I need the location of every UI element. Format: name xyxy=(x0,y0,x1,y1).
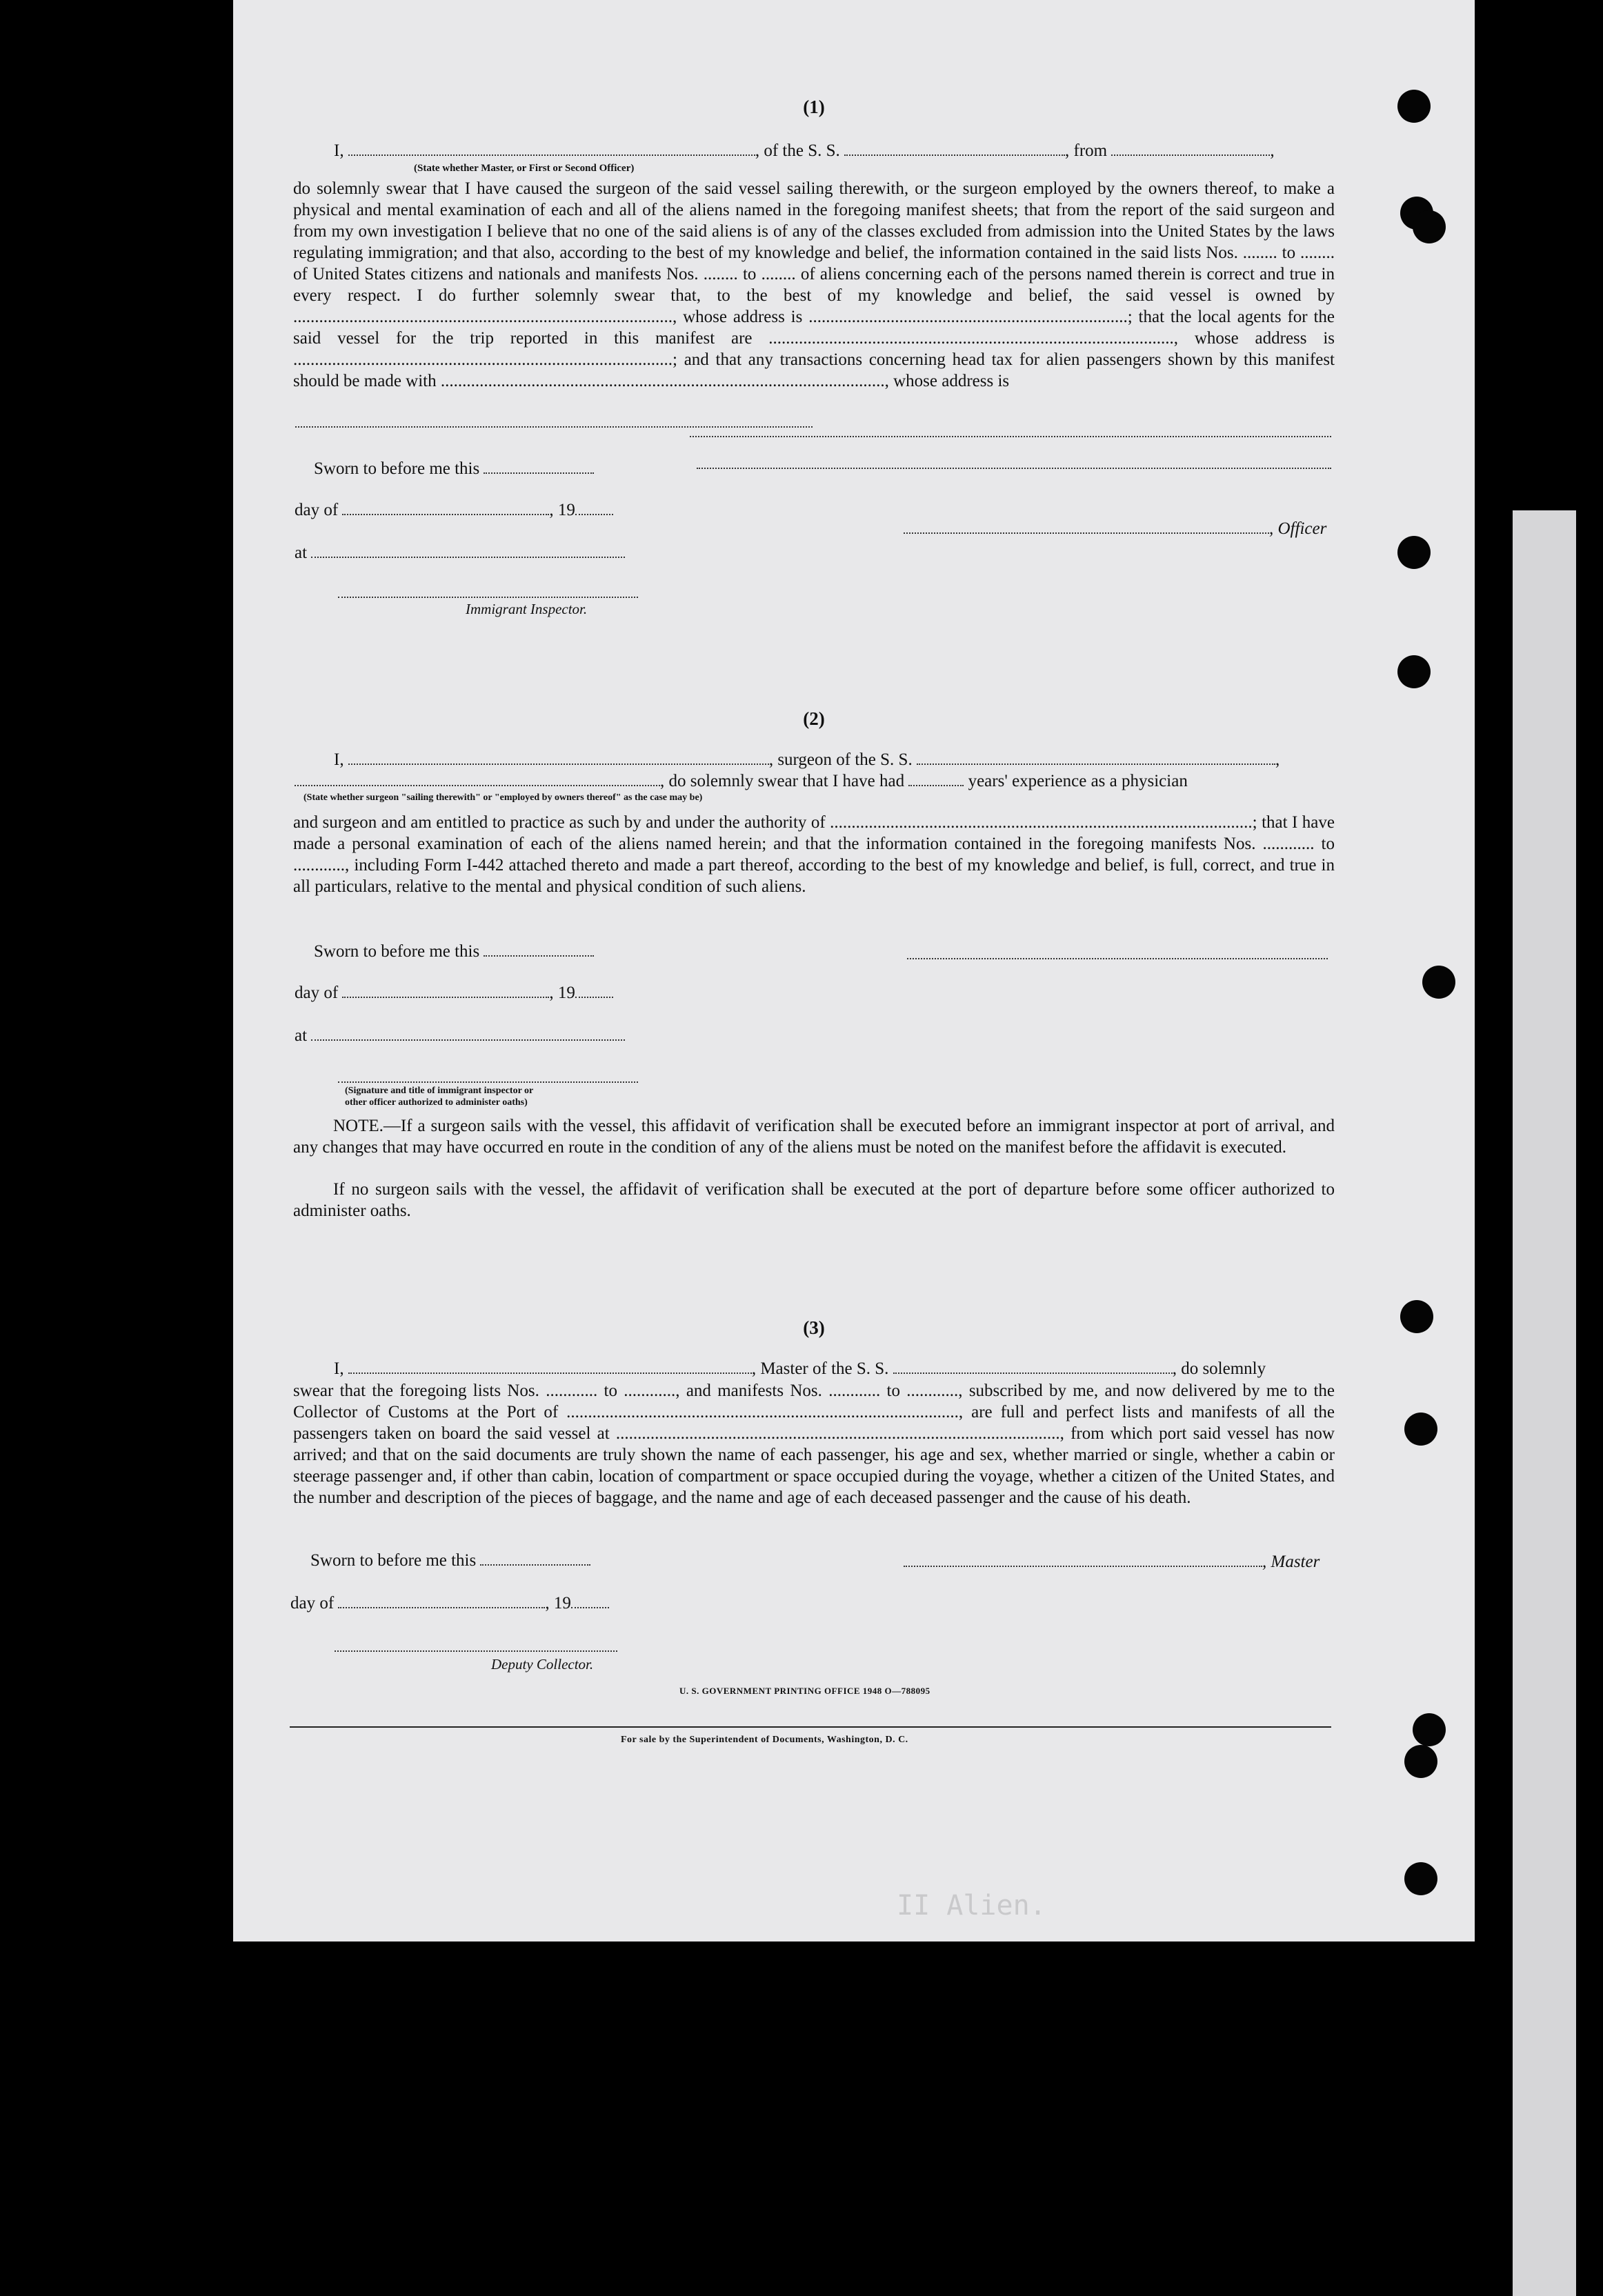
master-signature xyxy=(904,1552,1320,1573)
collector-caption: Deputy Collector. xyxy=(491,1656,594,1673)
day-of-label: day of xyxy=(290,1594,335,1613)
note-2: If no surgeon sails with the vessel, the affidavit of verification shall be executed at the port of departure before some officer authorized to administer oaths. xyxy=(293,1180,1335,1220)
year-label: , 19 xyxy=(545,1594,571,1613)
for-sale-note: For sale by the Superintendent of Documents, Washington, D. C. xyxy=(621,1735,908,1745)
officer-label: , Officer xyxy=(1269,519,1327,538)
sworn-day-field[interactable] xyxy=(484,941,594,957)
section-1-body: do solemnly swear that I have caused the surgeon of the said vessel sailing therewith, or the surgeon employed by the owners thereof, to make a physical and mental examination of each and all of the aliens named in the foregoing manifest sheets; that from the report of the said surgeon and from my own investigation I believe that no one of the said aliens is of any of the classes excluded from admission into the United States by the laws regulating immigration; and that also, according to the best of my knowledge and belief, the information contained in the said lists Nos. ........ to ........ of United States citizens and nationals and manifests Nos. ........ to ........ of aliens concerning each of the persons named therein is correct and true in every respect. I do further solemnly swear that, to the best of my knowledge and belief, the said vessel is owned by ........................................................................................, whose address is ..........................................................................; that the local agents for the said vessel for the trip reported in this manifest are .............................................................................................., whose address is ........................................................................................; and that any transactions concerning head tax for alien passengers shown by this manifest should be made with ......................................................................................................., whose address is xyxy=(293,179,1335,390)
section-1-comma: , xyxy=(1270,141,1275,160)
bleed-through-text: II Alien. xyxy=(897,1890,1046,1921)
sworn-label: Sworn to before me this xyxy=(314,459,480,478)
years-field[interactable] xyxy=(908,771,964,786)
sworn-label: Sworn to before me this xyxy=(314,942,480,961)
year-field[interactable] xyxy=(575,983,613,998)
section-2-line-2 xyxy=(295,771,1188,792)
binder-hole xyxy=(1422,966,1455,999)
year-field[interactable] xyxy=(571,1593,609,1608)
section-2-body: and surgeon and am entitled to practice as such by and under the authority of ..................................................................................................; that I have made a personal examination of each of the aliens named herein; and that the information contained in the foregoing manifests Nos. ............ to ............, including Form I-442 attached thereto and made a part thereof, according to the best of my knowledge and belief, is full, correct, and true in all particulars, relative to the mental and physical condition of such aliens. xyxy=(293,813,1335,896)
section-2-line-1 xyxy=(334,750,1280,770)
section-1-at xyxy=(295,543,625,563)
sworn-day-field[interactable] xyxy=(484,459,594,474)
sworn-label: Sworn to before me this xyxy=(310,1551,477,1570)
section-1-blank-line[interactable] xyxy=(295,426,813,428)
surgeon-status-field[interactable] xyxy=(295,771,660,786)
section-2-day xyxy=(295,983,613,1004)
inspector-signature-line[interactable] xyxy=(338,597,638,598)
section-1-day xyxy=(295,500,613,521)
section-3-master-of: , Master of the S. S. xyxy=(751,1359,889,1378)
section-3-sworn xyxy=(310,1550,590,1571)
paper-strip xyxy=(1513,510,1576,2296)
sworn-day-field[interactable] xyxy=(480,1550,590,1566)
binder-hole xyxy=(1404,1745,1437,1778)
section-1-from: , from xyxy=(1065,141,1108,160)
day-of-label: day of xyxy=(295,501,339,519)
section-1-blank-line-3[interactable] xyxy=(697,468,1331,469)
section-3-number: (3) xyxy=(803,1317,825,1338)
master-signature-field[interactable] xyxy=(904,1552,1262,1567)
master-label: , Master xyxy=(1262,1553,1320,1571)
binder-hole xyxy=(1397,90,1431,123)
section-2-sworn xyxy=(314,941,594,962)
administrator-signature-line[interactable] xyxy=(338,1081,638,1083)
master-name-field[interactable] xyxy=(348,1359,752,1374)
section-2-caption: (State whether surgeon "sailing therewith" or "employed by owners thereof" as the case may be) xyxy=(303,792,703,803)
section-1-caption: (State whether Master, or First or Second Officer) xyxy=(414,163,635,174)
physician-label: years' experience as a physician xyxy=(968,772,1188,790)
printing-office: U. S. GOVERNMENT PRINTING OFFICE 1948 O—788095 xyxy=(679,1686,930,1696)
surgeon-signature-line[interactable] xyxy=(907,958,1328,959)
binder-hole xyxy=(1404,1862,1437,1895)
inspector-caption: Immigrant Inspector. xyxy=(466,601,588,617)
master-vessel-field[interactable] xyxy=(893,1359,1173,1374)
officer-title-field[interactable] xyxy=(348,141,755,156)
section-3-day xyxy=(290,1593,609,1614)
sig-caption-1: (Signature and title of immigrant inspector or xyxy=(345,1086,534,1096)
sig-caption-2: other officer authorized to administer oaths) xyxy=(345,1097,528,1108)
section-2-at xyxy=(295,1026,625,1046)
note-1: NOTE.—If a surgeon sails with the vessel, this affidavit of verification shall be executed before an immigrant inspector at port of arrival, and any changes that may have occurred en route in the condition of any of the aliens must be noted on the manifest before the affidavit is executed. xyxy=(293,1117,1335,1157)
day-of-field[interactable] xyxy=(338,1593,545,1608)
day-of-label: day of xyxy=(295,984,339,1002)
section-2-comma: , xyxy=(1275,750,1280,769)
day-of-field[interactable] xyxy=(342,983,549,998)
at-label: at xyxy=(295,543,308,562)
section-2-surgeon-of: , surgeon of the S. S. xyxy=(768,750,913,769)
collector-signature-line[interactable] xyxy=(335,1650,617,1652)
binder-hole xyxy=(1404,1412,1437,1446)
at-place-field[interactable] xyxy=(311,1026,625,1041)
section-3-line-1 xyxy=(334,1359,1266,1379)
year-label: , 19 xyxy=(549,984,575,1002)
section-1-sworn xyxy=(314,459,594,479)
section-2-i: I, xyxy=(334,750,344,769)
section-3-body: swear that the foregoing lists Nos. ............ to ............, and manifests Nos. ............ to ............, subscribed by me, and now delivered by me to the Collector of Customs at the Port of ..........................................................................................., are full and perfect lists and manifests of all the passengers taken on board the said vessel at ......................................................................................................., from which port said vessel has now arrived; and that on the said documents are truly shown the name of each passenger, his age and sex, whether married or single, whether a cabin or steerage passenger and, if other than cabin, location of compartment or space occupied during the voyage, whether a citizen of the United States, and the number and description of the pieces of baggage, and the name and age of each deceased passenger and the cause of his death. xyxy=(293,1381,1335,1507)
binder-hole xyxy=(1413,210,1446,243)
surgeon-name-field[interactable] xyxy=(348,750,769,765)
section-1-number: (1) xyxy=(803,97,825,117)
year-label: , 19 xyxy=(549,501,575,519)
footer-rule xyxy=(290,1726,1331,1728)
day-of-field[interactable] xyxy=(342,500,549,515)
year-field[interactable] xyxy=(575,500,613,515)
binder-hole xyxy=(1400,1300,1433,1333)
section-3-do-solemnly: , do solemnly xyxy=(1172,1359,1266,1378)
vessel-name-field[interactable] xyxy=(844,141,1065,156)
section-1-line-1 xyxy=(334,141,1275,161)
departure-port-field[interactable] xyxy=(1111,141,1270,156)
binder-hole xyxy=(1413,1713,1446,1746)
officer-signature xyxy=(904,519,1326,539)
officer-signature-field[interactable] xyxy=(904,519,1269,534)
section-1-blank-line-2[interactable] xyxy=(690,436,1331,437)
section-1-of-ss: , of the S. S. xyxy=(755,141,840,160)
section-2-number: (2) xyxy=(803,708,825,729)
at-label: at xyxy=(295,1026,308,1045)
section-1-i: I, xyxy=(334,141,344,160)
at-place-field[interactable] xyxy=(311,543,625,558)
surgeon-vessel-field[interactable] xyxy=(917,750,1275,765)
section-3-i: I, xyxy=(334,1359,344,1378)
years-label: , do solemnly swear that I have had xyxy=(660,772,905,790)
binder-hole xyxy=(1397,536,1431,569)
binder-hole xyxy=(1397,655,1431,688)
